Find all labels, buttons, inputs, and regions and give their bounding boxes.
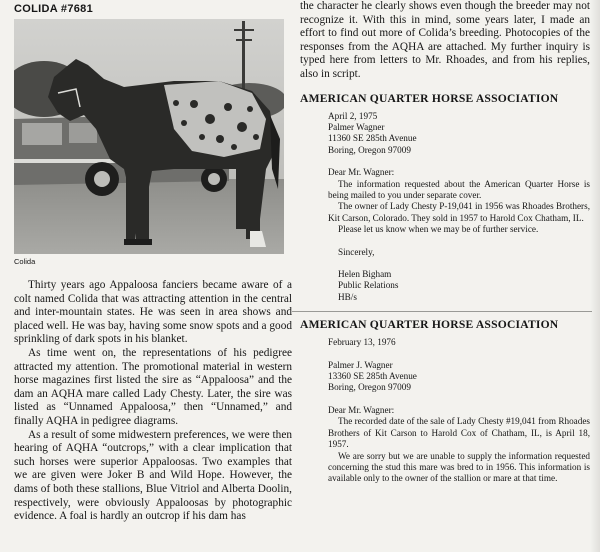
signature-line: HB/s: [338, 291, 357, 302]
letter-date: April 2, 1975: [328, 110, 378, 121]
letter-paragraph: We are sorry but we are unable to supply the information requested concerning the stud this mare was bred to in 1956. This information is available only to the owner of the stallion or mare at that time.: [328, 450, 590, 484]
photo-caption: Colida: [14, 257, 36, 266]
letter-date: February 13, 1976: [328, 337, 396, 348]
signature-line: Helen Bigham: [338, 269, 392, 280]
signature-line: Public Relations: [338, 280, 399, 291]
paragraph: As time went on, the representations of his pedigree attracted my attention. The promotional material in western horse magazines first listed the sire as “Appaloosa” and the dam an AQHA mare called Lady Chesty. Later, the sire was listed as “Unnamed Appaloosa,” then “Unnamed,” and finally AQHA in pedigree diagrams.: [14, 346, 292, 427]
letter-paragraph: The owner of Lady Chesty P-19,041 in 1956 was Rhoades Brothers, Kit Carson, Colorado. They sold in 1957 to Harold Cox Chatham, IL.: [328, 201, 590, 223]
letter-2: [328, 337, 590, 484]
salutation: Dear Mr. Wagner:: [328, 167, 395, 178]
paragraph: As a result of some midwestern preferences, we were then hearing of AQHA “outcrops,” with a clear implication that such horses were superior Appaloosas. Two examples that we are given were Joker B and Wild Hope. However, the dams of both these stallions, Blue Vitriol and Alberta Doolin, respectively, were obviously Appaloosas by photographic evidence. A foal is hardly an outcrop if his dam has: [14, 428, 292, 523]
left-body-text: [14, 279, 292, 524]
address-line: Boring, Oregon 97009: [328, 144, 411, 155]
letter-heading-1: AMERICAN QUARTER HORSE ASSOCIATION: [300, 91, 559, 105]
salutation: Dear Mr. Wagner:: [328, 404, 395, 415]
address-line: Boring, Oregon 97009: [328, 382, 411, 393]
horse-photo: [14, 19, 284, 254]
address-line: Palmer J. Wagner: [328, 359, 393, 370]
address-line: 11360 SE 285th Avenue: [328, 133, 417, 144]
closing: Sincerely,: [338, 246, 375, 257]
letter-1: [328, 111, 590, 304]
letter-heading-2: AMERICAN QUARTER HORSE ASSOCIATION: [300, 318, 559, 332]
page-edge-shadow: [590, 0, 600, 552]
address-line: 13360 SE 285th Avenue: [328, 371, 417, 382]
paragraph: the character he clearly shows even though the breeder may not recognize it. With this in mind, some years later, I made an effort to find out more of Colida’s breeding. Photocopies of the responses from the AQHA are attached. My further inquiry is typed here from letters to Mr. Rhoades, and from his replies, also in script.: [300, 0, 590, 80]
address-line: Palmer Wagner: [328, 121, 385, 132]
left-column: [14, 0, 292, 524]
paragraph: Thirty years ago Appaloosa fanciers became aware of a colt named Colida that was attracting attention in the central and inter-mountain states. He was seen in area shows and placed well. He was bay, having some snow spots and a good sprinkling of dark spots in his blanket.: [14, 279, 292, 346]
right-intro-text: [300, 0, 590, 82]
article-title: COLIDA #7681: [14, 3, 93, 15]
horse-photo-illustration: [14, 19, 284, 254]
letter-paragraph: Please let us know when we may be of further service.: [338, 224, 539, 235]
letter-paragraph: The information requested about the American Quarter Horse is being mailed to you under separate cover.: [328, 178, 590, 200]
right-column: [300, 0, 590, 485]
section-divider: [292, 311, 592, 312]
letter-paragraph: The recorded date of the sale of Lady Chesty #19,041 from Rhoades Brothers of Kit Carson to Harold Cox of Chatham, IL, is April 18, 1957.: [328, 416, 590, 450]
